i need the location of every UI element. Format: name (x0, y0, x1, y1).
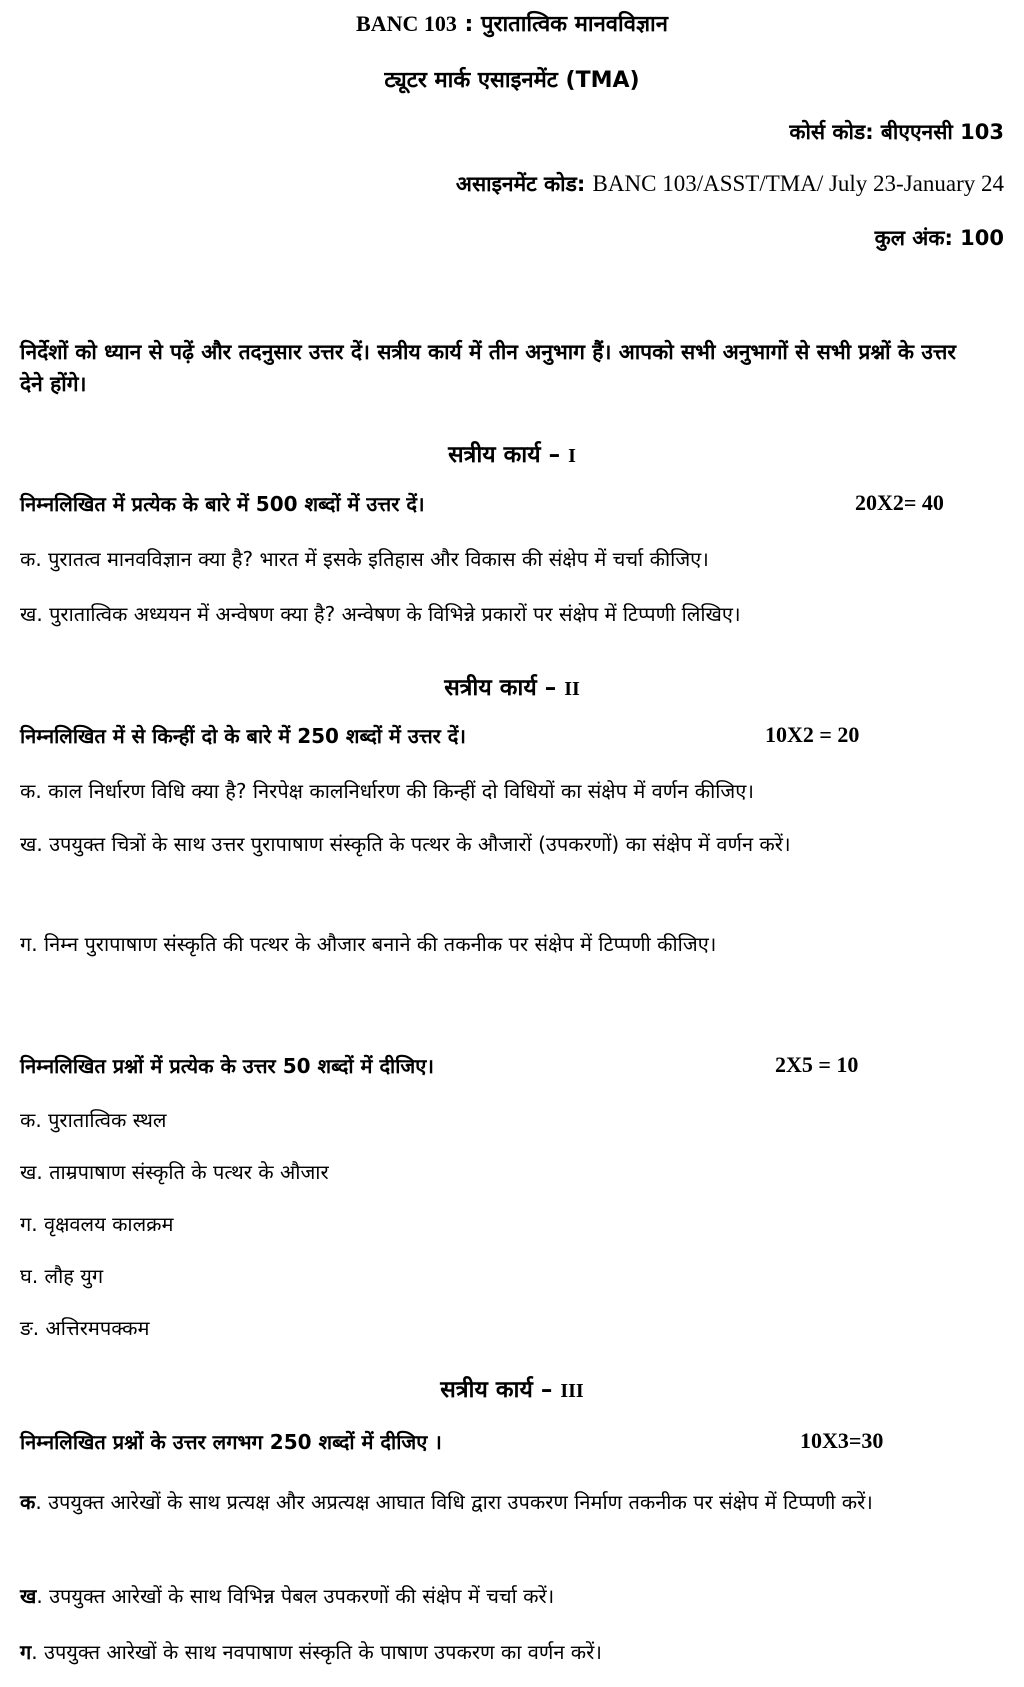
section-heading-1 (0, 437, 1024, 469)
section-roman: I (568, 445, 576, 467)
instructions: निर्देशों को ध्यान से पढ़ें और तदनुसार उत्तर दें। सत्रीय कार्य में तीन अनुभाग हैं। आपको सभी अनुभागों से सभी प्रश्नों के उत्तर देने होंगे। (20, 340, 956, 396)
section-heading-2 (0, 670, 1024, 702)
assignment-code-value: BANC 103/ASST/TMA/ July 23-January 24 (592, 171, 1004, 196)
question-text: . उपयुक्त आरेखों के साथ विभिन्न पेबल उपकरणों की संक्षेप में चर्चा करें। (36, 1584, 555, 1608)
total-marks (875, 224, 1004, 252)
question-label: ग (20, 1640, 32, 1664)
question-item: ख. ताम्रपाषाण संस्कृति के पत्थर के औजार (20, 1160, 329, 1184)
section-heading-text: सत्रीय कार्य – (448, 442, 561, 468)
question-item: ख. पुरातात्विक अध्ययन में अन्वेषण क्या है? अन्वेषण के विभिन्ने प्रकारों पर संक्षेप में टिप्पणी लिखिए। (20, 602, 741, 626)
question-text: . उपयुक्त आरेखों के साथ प्रत्यक्ष और अप्रत्यक्ष आघात विधि द्वारा उपकरण निर्माण तकनीक पर संक्षेप में टिप्पणी करें। (35, 1490, 873, 1514)
course-code-value: बीएएनसी 103 (880, 120, 1004, 144)
course-title-sep: : (456, 12, 481, 37)
section-heading-text: सत्रीय कार्य – (440, 1377, 553, 1403)
marks-label: 20X2= 40 (855, 490, 944, 515)
section-roman: II (564, 678, 580, 700)
assignment-code (456, 170, 1004, 198)
question-item: ङ. अत्तिरमपक्कम (20, 1316, 150, 1340)
question-text: . उपयुक्त आरेखों के साथ नवपाषाण संस्कृति के पाषाण उपकरण का वर्णन करें। (31, 1640, 602, 1664)
question-item (20, 1582, 554, 1609)
marks-label: 2X5 = 10 (775, 1052, 859, 1077)
question-item: घ. लौह युग (20, 1264, 104, 1288)
total-marks-label: कुल अंक: (874, 226, 953, 250)
question-item (20, 1638, 602, 1665)
question-group-instruction: निम्नलिखित प्रश्नों के उत्तर लगभग 250 शब्दों में दीजिए । (20, 1430, 442, 1454)
question-group-instruction: निम्नलिखित प्रश्नों में प्रत्येक के उत्तर 50 शब्दों में दीजिए। (20, 1054, 434, 1078)
total-marks-value: 100 (960, 226, 1004, 250)
question-label: क (20, 1490, 36, 1514)
marks-label: 10X2 = 20 (765, 722, 860, 747)
question-group-instruction: निम्नलिखित में प्रत्येक के बारे में 500 शब्दों में उत्तर दें। (20, 492, 425, 516)
course-code (789, 118, 1004, 146)
question-item: ग. निम्न पुरापाषाण संस्कृति की पत्थर के औजार बनाने की तकनीक पर संक्षेप में टिप्पणी कीजिए। (20, 932, 717, 956)
course-title (0, 8, 1024, 38)
question-item: ख. उपयुक्त चित्रों के साथ उत्तर पुरापाषाण संस्कृति के पत्थर के औजारों (उपकरणों) का संक्षेप में वर्णन करें। (20, 832, 791, 856)
question-item: क. पुरातत्व मानवविज्ञान क्या है? भारत में इसके इतिहास और विकास की संक्षेप में चर्चा कीजिए। (20, 547, 709, 571)
course-title-text: पुरातात्विक मानवविज्ञान (480, 12, 668, 37)
section-heading-3 (0, 1372, 1024, 1404)
question-label: ख (20, 1584, 37, 1608)
marks-label: 10X3=30 (800, 1428, 884, 1453)
course-code-label: कोर्स कोड: (789, 120, 874, 144)
question-item: ग. वृक्षवलय कालक्रम (20, 1212, 174, 1236)
question-item (20, 1486, 980, 1518)
question-item: क. पुरातात्विक स्थल (20, 1108, 167, 1132)
question-group-instruction: निम्नलिखित में से किन्हीं दो के बारे में 250 शब्दों में उत्तर दें। (20, 724, 466, 748)
assignment-code-label: असाइनमेंट कोड: (455, 172, 586, 196)
section-heading-text: सत्रीय कार्य – (444, 675, 557, 701)
tma-title: ट्यूटर मार्क एसाइनमेंट (TMA) (384, 68, 640, 93)
course-code-title: BANC 103 (356, 11, 457, 36)
section-roman: III (560, 1380, 584, 1402)
question-item: क. काल निर्धारण विधि क्या है? निरपेक्ष कालनिर्धारण की किन्हीं दो विधियों का संक्षेप में वर्णन कीजिए। (20, 779, 754, 803)
